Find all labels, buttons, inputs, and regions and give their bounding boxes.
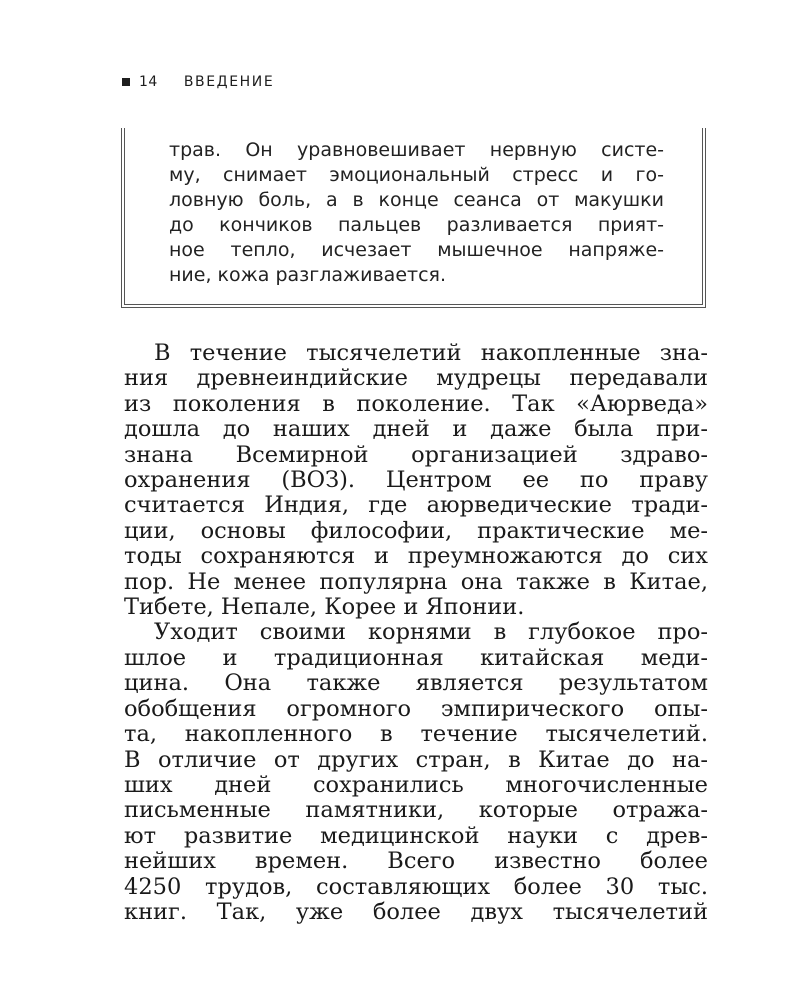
text-line: письменные памятники, которые отража- [124,797,708,824]
sidebar-line: му, снимает эмоциональный стресс и го- [169,164,664,186]
text-line: обобщения огромного эмпирического опы- [124,695,708,722]
text-line: ют развитие медицинской науки с древ- [124,822,708,849]
sidebar-line: ние, кожа разглаживается. [169,264,446,286]
paragraph [124,620,708,925]
text-line: нейших времен. Всего известно более [124,848,708,875]
text-line: знана Всемирной организацией здраво- [124,441,708,468]
text-line: В отличие от других стран, в Китае до на- [124,746,708,773]
text-line: та, накопленного в течение тысячелетий. [124,721,708,748]
text-line: охранения (ВОЗ). Центром ее по праву [124,467,708,494]
paragraph [124,341,708,620]
text-line: шлое и традиционная китайская меди- [124,644,708,671]
sidebar-line: ное тепло, исчезает мышечное напряже- [169,239,664,261]
sidebar-line: ловную боль, а в конце сеанса от макушки [169,189,664,211]
text-line: считается Индия, где аюрведические тради- [124,492,708,519]
text-line: книг. Так, уже более двух тысячелетий [124,898,708,925]
text-line: ших дней сохранились многочисленные [124,771,708,798]
sidebar-line: до кончиков пальцев разливается прият- [169,214,664,236]
page-number: 14 [139,74,158,90]
text-line: В течение тысячелетий накопленные зна- [154,340,708,366]
running-header [122,72,274,92]
section-title: ВВЕДЕНИЕ [183,74,275,90]
text-line: из поколения в поколение. Так «Аюрведа» [124,390,708,417]
text-line: пор. Не менее популярна она также в Китае, [124,568,708,595]
text-line: ния древнеиндийские мудрецы передавали [124,365,708,392]
text-line: тоды сохраняются и преумножаются до сих [124,543,708,570]
sidebar-line: трав. Он уравновешивает нервную систе- [169,139,664,161]
text-line: ции, основы философии, практические ме- [124,517,708,544]
text-line: 4250 трудов, составляющих более 30 тыс. [124,873,708,900]
sidebar-box [121,128,706,308]
body-text [124,341,708,925]
sidebar-text [169,138,664,288]
text-line: дошла до наших дней и даже была при- [124,416,708,443]
header-square-marker [122,78,130,86]
text-line: Уходит своими корнями в глубокое про- [154,619,708,646]
text-line: Тибете, Непале, Корее и Японии. [124,594,525,621]
text-line: цина. Она также является результатом [124,670,708,697]
